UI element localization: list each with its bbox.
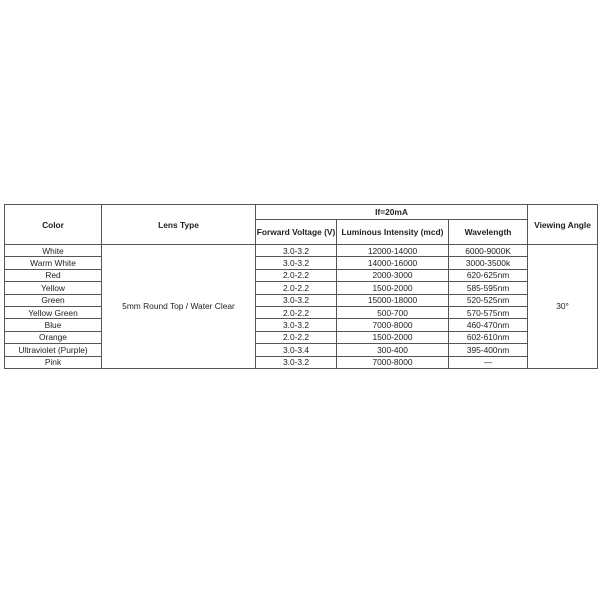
wavelength-cell: 570-575nm [449,306,528,318]
table-row [5,269,598,281]
table-row [5,282,598,294]
color-cell: Green [5,294,102,306]
forward-voltage-cell: 2.0-2.2 [256,331,337,343]
color-cell: White [5,245,102,257]
wavelength-cell: 460-470nm [449,319,528,331]
color-cell: Pink [5,356,102,368]
luminous-intensity-header: Luminous Intensity (mcd) [337,220,449,245]
forward-voltage-cell: 3.0-3.2 [256,257,337,269]
table-row [5,331,598,343]
color-header: Color [5,205,102,245]
luminous-intensity-cell: 300-400 [337,344,449,356]
forward-voltage-cell: 3.0-3.2 [256,245,337,257]
table-row [5,294,598,306]
luminous-intensity-cell: 15000-18000 [337,294,449,306]
luminous-intensity-cell: 12000-14000 [337,245,449,257]
table-row [5,257,598,269]
lens-type-cell: 5mm Round Top / Water Clear [102,245,256,369]
luminous-intensity-cell: 14000-16000 [337,257,449,269]
luminous-intensity-cell: 7000-8000 [337,356,449,368]
led-spec-table [4,204,598,369]
wavelength-cell: — [449,356,528,368]
luminous-intensity-cell: 1500-2000 [337,282,449,294]
wavelength-cell: 585-595nm [449,282,528,294]
wavelength-cell: 602-610nm [449,331,528,343]
header-row-top [5,205,598,220]
luminous-intensity-cell: 500-700 [337,306,449,318]
lens-type-header: Lens Type [102,205,256,245]
table-row [5,306,598,318]
wavelength-header: Wavelength [449,220,528,245]
table-row [5,356,598,368]
viewing-angle-cell: 30° [528,245,598,369]
color-cell: Yellow Green [5,306,102,318]
wavelength-cell: 620-625nm [449,269,528,281]
forward-voltage-cell: 2.0-2.2 [256,306,337,318]
table-row [5,344,598,356]
color-cell: Warm White [5,257,102,269]
luminous-intensity-cell: 7000-8000 [337,319,449,331]
wavelength-cell: 520-525nm [449,294,528,306]
table-body [5,245,598,369]
color-cell: Ultraviolet (Purple) [5,344,102,356]
forward-voltage-cell: 3.0-3.2 [256,319,337,331]
forward-voltage-header: Forward Voltage (V) [256,220,337,245]
forward-voltage-cell: 2.0-2.2 [256,282,337,294]
wavelength-cell: 3000-3500k [449,257,528,269]
forward-voltage-cell: 3.0-3.2 [256,294,337,306]
condition-header: If=20mA [256,205,528,220]
table-row [5,245,598,257]
color-cell: Red [5,269,102,281]
luminous-intensity-cell: 2000-3000 [337,269,449,281]
luminous-intensity-cell: 1500-2000 [337,331,449,343]
wavelength-cell: 395-400nm [449,344,528,356]
color-cell: Orange [5,331,102,343]
color-cell: Blue [5,319,102,331]
table-row [5,319,598,331]
forward-voltage-cell: 3.0-3.4 [256,344,337,356]
viewing-angle-header: Viewing Angle [528,205,598,245]
forward-voltage-cell: 3.0-3.2 [256,356,337,368]
color-cell: Yellow [5,282,102,294]
wavelength-cell: 6000-9000K [449,245,528,257]
forward-voltage-cell: 2.0-2.2 [256,269,337,281]
